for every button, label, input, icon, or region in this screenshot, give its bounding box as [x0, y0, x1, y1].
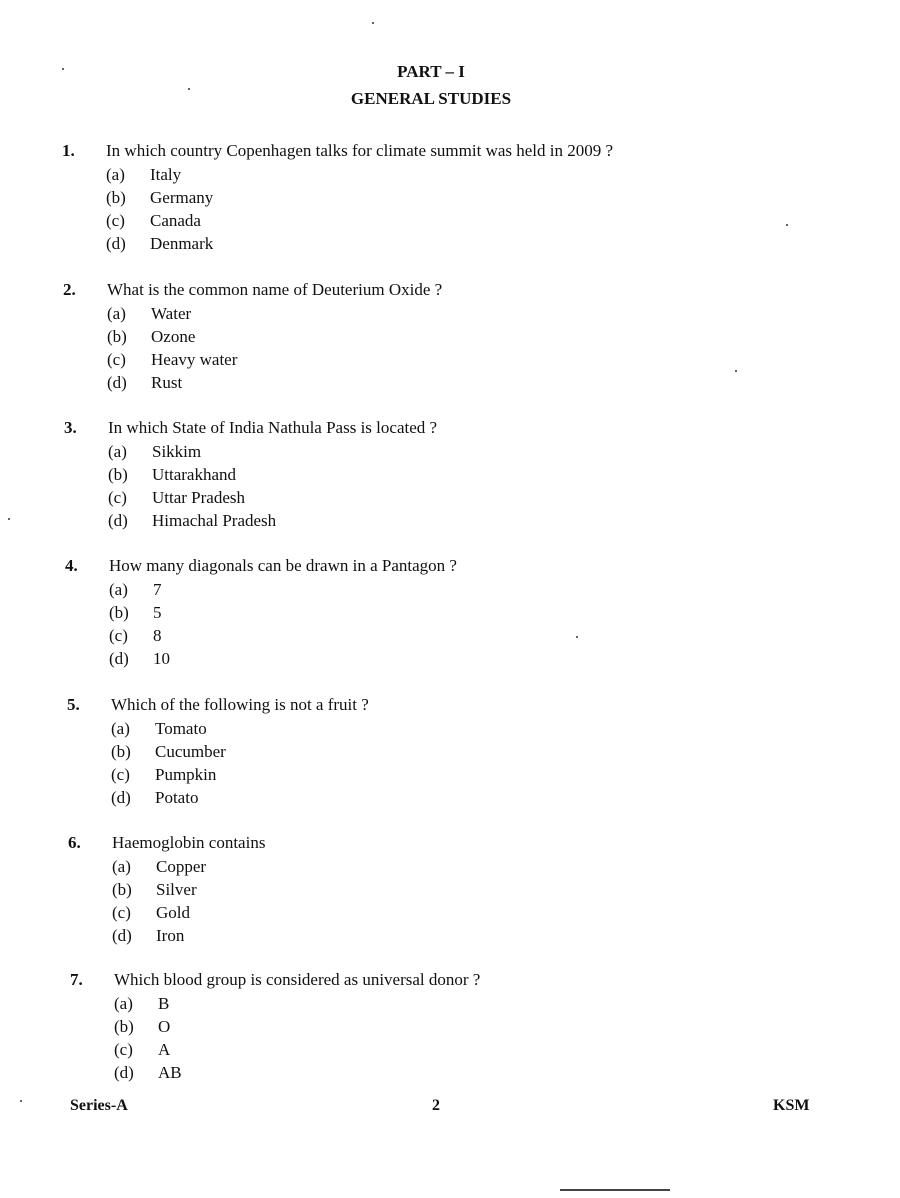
option-text: B: [158, 994, 170, 1013]
question-text: What is the common name of Deuterium Oxide ?: [107, 280, 443, 299]
option-label: (c): [112, 903, 131, 922]
option-text: O: [158, 1017, 171, 1036]
option-label: (c): [108, 488, 127, 507]
option-label: (b): [114, 1017, 134, 1036]
option-label: (b): [106, 188, 126, 207]
part-title: PART – I: [397, 62, 465, 81]
option-label: (c): [109, 626, 128, 645]
option-text: 8: [153, 626, 162, 645]
option-text: Silver: [156, 880, 197, 899]
option-label: (c): [114, 1040, 133, 1059]
question-number: 2.: [63, 280, 76, 299]
scan-speck: [372, 22, 374, 24]
option-text: AB: [158, 1063, 182, 1082]
question-number: 6.: [68, 833, 81, 852]
option-text: Cucumber: [155, 742, 226, 761]
option-text: Water: [151, 304, 192, 323]
option-label: (b): [108, 465, 128, 484]
option-text: Potato: [155, 788, 199, 807]
option-label: (b): [109, 603, 129, 622]
option-text: Uttar Pradesh: [152, 488, 246, 507]
scan-speck: [188, 88, 190, 90]
option-label: (b): [107, 327, 127, 346]
question-text: Haemoglobin contains: [112, 833, 266, 852]
question-number: 5.: [67, 695, 80, 714]
question-text: In which country Copenhagen talks for climate summit was held in 2009 ?: [106, 141, 614, 160]
page-number: 2: [432, 1097, 440, 1114]
option-label: (c): [106, 211, 125, 230]
option-text: Rust: [151, 373, 183, 392]
scan-speck: [735, 370, 737, 372]
option-label: (d): [108, 511, 128, 530]
option-text: Tomato: [155, 719, 207, 738]
option-text: Gold: [156, 903, 190, 922]
scan-speck: [576, 636, 578, 638]
option-label: (a): [111, 719, 130, 738]
option-label: (c): [111, 765, 130, 784]
option-label: (a): [107, 304, 126, 323]
question-text: In which State of India Nathula Pass is located ?: [108, 418, 438, 437]
option-label: (d): [112, 926, 132, 945]
option-text: 5: [153, 603, 162, 622]
option-label: (d): [109, 649, 129, 668]
question-number: 1.: [62, 141, 75, 160]
option-text: Germany: [150, 188, 214, 207]
scan-speck: [20, 1100, 22, 1102]
scan-speck: [786, 224, 788, 226]
option-label: (a): [112, 857, 131, 876]
option-label: (a): [106, 165, 125, 184]
option-text: Canada: [150, 211, 201, 230]
option-text: Iron: [156, 926, 185, 945]
question-number: 3.: [64, 418, 77, 437]
option-text: Ozone: [151, 327, 196, 346]
option-label: (a): [114, 994, 133, 1013]
option-text: A: [158, 1040, 171, 1059]
option-text: Italy: [150, 165, 182, 184]
paper-code: KSM: [773, 1097, 810, 1114]
scan-speck: [8, 518, 10, 520]
option-label: (a): [108, 442, 127, 461]
option-text: Uttarakhand: [152, 465, 237, 484]
question-number: 7.: [70, 970, 83, 989]
scan-speck: [62, 68, 64, 70]
option-label: (b): [112, 880, 132, 899]
option-label: (d): [114, 1063, 134, 1082]
option-label: (a): [109, 580, 128, 599]
option-text: Himachal Pradesh: [152, 511, 277, 530]
option-text: 7: [153, 580, 162, 599]
option-text: 10: [153, 649, 170, 668]
question-text: How many diagonals can be drawn in a Pantagon ?: [109, 556, 457, 575]
option-text: Pumpkin: [155, 765, 217, 784]
question-number: 4.: [65, 556, 78, 575]
option-label: (d): [106, 234, 126, 253]
option-text: Denmark: [150, 234, 214, 253]
option-label: (d): [111, 788, 131, 807]
question-text: Which of the following is not a fruit ?: [111, 695, 369, 714]
option-text: Copper: [156, 857, 207, 876]
section-title: GENERAL STUDIES: [350, 89, 512, 108]
question-text: Which blood group is considered as universal donor ?: [114, 970, 481, 989]
scan-line: [560, 1189, 670, 1191]
option-label: (b): [111, 742, 131, 761]
option-label: (d): [107, 373, 127, 392]
series-label: Series-A: [70, 1097, 128, 1114]
option-text: Heavy water: [151, 350, 238, 369]
option-label: (c): [107, 350, 126, 369]
option-text: Sikkim: [152, 442, 202, 461]
